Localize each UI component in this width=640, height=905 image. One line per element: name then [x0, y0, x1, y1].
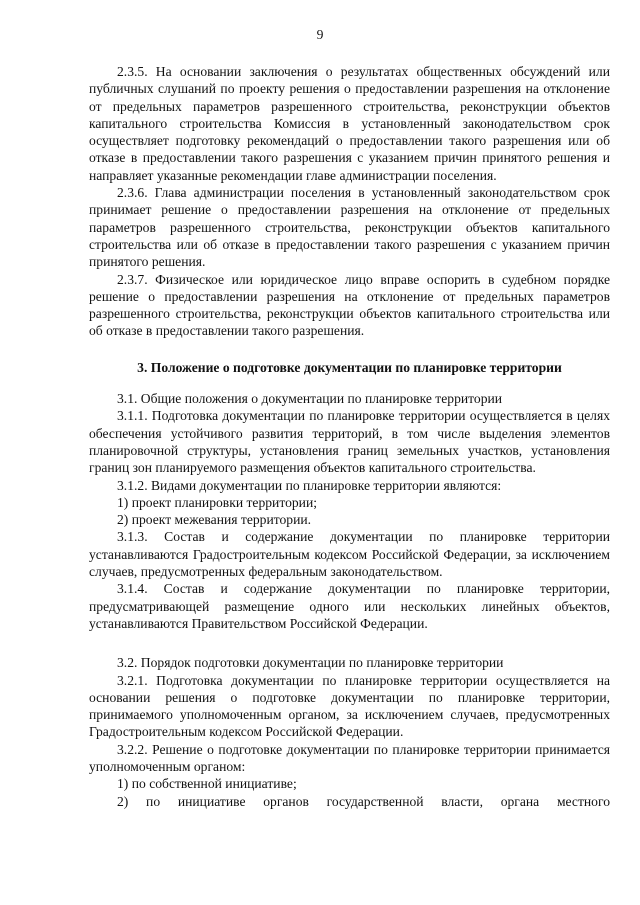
section-3-heading: 3. Положение о подготовке документации по планировке территории: [137, 359, 562, 375]
document-body: [89, 63, 610, 810]
subsection-3-1-title: 3.1. Общие положения о документации по планировке территории: [117, 391, 503, 407]
paragraph-3-2-2: 3.2.2. Решение о подготовке документации по планировке территории принимается уполномоченным органом:: [89, 741, 610, 774]
paragraph-2-3-5: 2.3.5. На основании заключения о результатах общественных обсуждений или публичных слушаний по проекту решения о предоставлении разрешения на отклонение от предельных параметров разрешенного строительства, реконструкции объектов капитального строительства Комиссия в установленный законодательством срок осуществляет подготовку рекомендаций о предоставлении такого разрешения или об отказе в предоставлении такого разрешения с указанием причин принятого решения и направляет указанные рекомендации главе администрации поселения.: [89, 64, 610, 183]
paragraph-3-2-1: 3.2.1. Подготовка документации по планировке территории осуществляется на основании решения о подготовке документации по планировке территории, принимаемого уполномоченным органом, за исключением случаев, предусмотренных Градостроительным кодексом Российской Федерации.: [89, 672, 610, 740]
paragraph-3-1-1: 3.1.1. Подготовка документации по планировке территории осуществляется в целях обеспечения устойчивого развития территорий, в том числе выделения элементов планировочной структуры, установления границ земельных участков, установления границ зон планируемого размещения объектов капитального строительства.: [89, 408, 610, 476]
paragraph-2-3-6: 2.3.6. Глава администрации поселения в установленный законодательством срок принимает решение о предоставлении разрешения на отклонение от предельных параметров разрешенного строительства, реконструкции объектов капитального строительства или об отказе в предоставлении такого разрешения с указанием причин принятого решения.: [89, 185, 610, 270]
paragraph-2-3-7: 2.3.7. Физическое или юридическое лицо вправе оспорить в судебном порядке решение о предоставлении разрешения на отклонение от предельных параметров разрешенного строительства, реконструкции объектов капитального строительства или об отказе в предоставлении такого разрешения.: [89, 271, 610, 339]
page-number: 9: [316, 27, 324, 42]
list-item-surveying-project: 2) проект межевания территории.: [117, 512, 312, 528]
paragraph-3-1-3: 3.1.3. Состав и содержание документации по планировке территории устанавливаются Градостроительным кодексом Российской Федерации, за исключением случаев, предусмотренных федеральным законодательством.: [89, 529, 610, 580]
paragraph-3-1-4: 3.1.4. Состав и содержание документации по планировке территории, предусматривающей размещение одного или нескольких линейных объектов, устанавливаются Правительством Российской Федерации.: [89, 581, 610, 631]
list-item-own-initiative: 1) по собственной инициативе;: [117, 776, 297, 792]
list-item-planning-project: 1) проект планировки территории;: [117, 494, 318, 510]
list-item-authorities-initiative: 2) по инициативе органов государственной власти, органа местного: [117, 793, 610, 809]
subsection-3-2-title: 3.2. Порядок подготовки документации по планировке территории: [117, 655, 504, 671]
paragraph-3-1-2: 3.1.2. Видами документации по планировке территории являются:: [117, 477, 502, 493]
